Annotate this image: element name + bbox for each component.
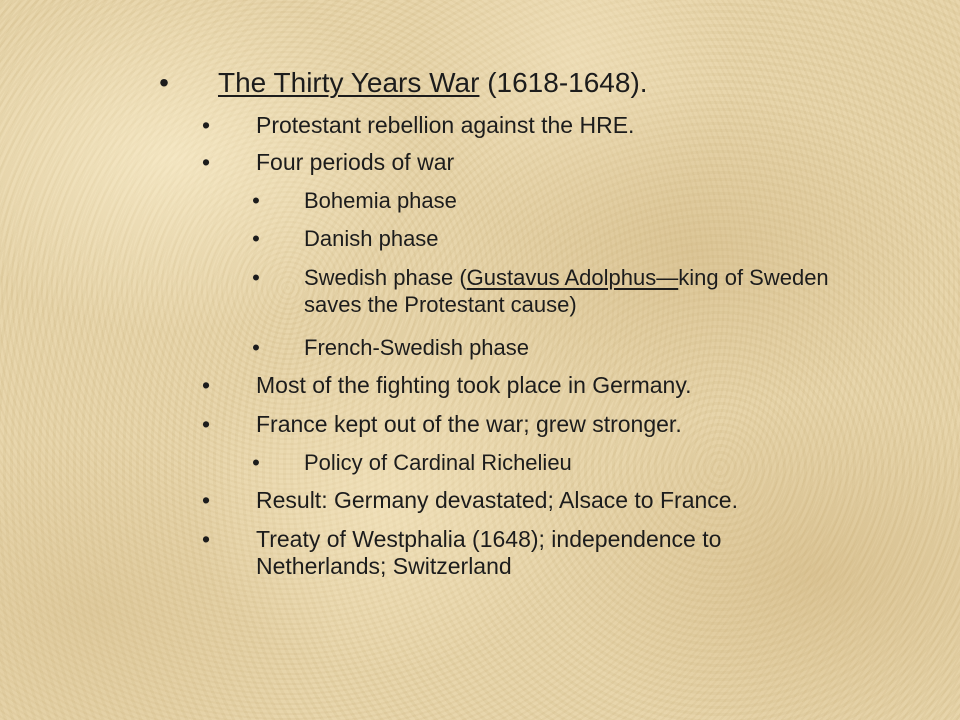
bullet-item bbox=[198, 372, 856, 399]
bullet-icon: • bbox=[252, 226, 260, 251]
bullet-text: Most of the fighting took place in Germany. bbox=[256, 372, 692, 398]
sub-bullet-text-before: Swedish phase ( bbox=[304, 265, 467, 290]
bullet-icon: • bbox=[201, 149, 211, 175]
bullet-icon: • bbox=[159, 67, 169, 98]
sub-bullet-text bbox=[304, 264, 884, 318]
bullet-text: Protestant rebellion against the HRE. bbox=[256, 112, 635, 138]
sub-bullet-item bbox=[248, 187, 884, 214]
sub-bullet-text: French-Swedish phase bbox=[304, 335, 530, 360]
sub-bullet-item bbox=[248, 334, 884, 361]
bullet-icon: • bbox=[201, 487, 211, 513]
bullet-text: Result: Germany devastated; Alsace to France. bbox=[256, 487, 738, 513]
bullet-item bbox=[198, 112, 856, 139]
sub-bullet-text: Danish phase bbox=[304, 226, 439, 251]
bullet-item bbox=[198, 149, 856, 176]
sub-bullet-item bbox=[248, 225, 884, 252]
sub-bullet-text-after: king of Sweden saves the Protestant cause) bbox=[304, 265, 829, 317]
bullet-text: Four periods of war bbox=[256, 149, 455, 175]
slide-title bbox=[218, 67, 648, 99]
bullet-icon: • bbox=[252, 188, 260, 213]
bullet-icon: • bbox=[201, 372, 211, 398]
sub-bullet-item bbox=[248, 264, 884, 318]
bullet-item bbox=[198, 411, 856, 438]
sub-bullet-item bbox=[248, 449, 884, 476]
bullet-text: France kept out of the war; grew stronger. bbox=[256, 411, 682, 437]
bullet-icon: • bbox=[201, 526, 211, 552]
bullet-icon: • bbox=[252, 335, 260, 360]
bullet-icon: • bbox=[252, 265, 260, 290]
bullet-item bbox=[198, 526, 856, 580]
title-dates: (1618-1648). bbox=[479, 67, 648, 98]
sub-bullet-text: Bohemia phase bbox=[304, 188, 457, 213]
gustavus-adolphus-underlined: Gustavus Adolphus— bbox=[466, 265, 679, 290]
title-bullet-item bbox=[154, 67, 648, 99]
sub-bullet-text: Policy of Cardinal Richelieu bbox=[304, 450, 572, 475]
bullet-text: Treaty of Westphalia (1648); independence to Netherlands; Switzerland bbox=[256, 526, 722, 579]
bullet-item bbox=[198, 487, 856, 514]
title-underlined: The Thirty Years War bbox=[218, 67, 480, 98]
bullet-icon: • bbox=[252, 450, 260, 475]
bullet-icon: • bbox=[201, 411, 211, 437]
bullet-icon: • bbox=[201, 112, 211, 138]
